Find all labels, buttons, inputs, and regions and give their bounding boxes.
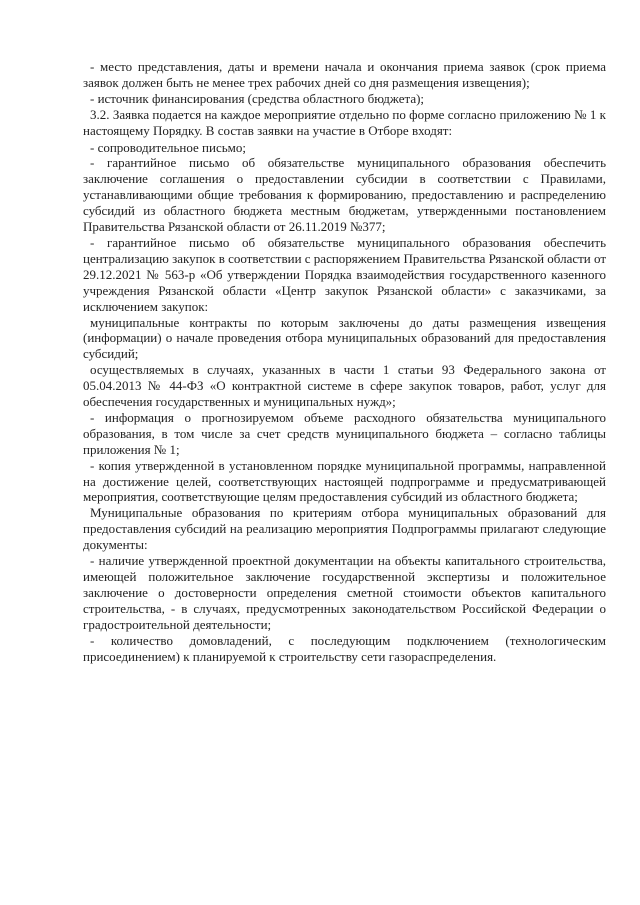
paragraph-exception-article-93: осуществляемых в случаях, указанных в части 1 статьи 93 Федерального закона от 05.04.2013 № 44-ФЗ «О контрактной системе в сфере закупок товаров, работ, услуг для обеспечения государственных и муниципальных нужд»; xyxy=(83,362,606,410)
paragraph-guarantee-letter-procurement: - гарантийное письмо об обязательстве муниципального образования обеспечить централизацию закупок в соответствии с распоряжением Правительства Рязанской области от 29.12.2021 № 563-р «Об утверждении Порядка взаимодействия государственного казенного учреждения Рязанской области «Центр закупок Рязанской области» с заказчиками, за исключением закупок: xyxy=(83,234,607,314)
paragraph-expenditure-info: - информация о прогнозируемом объеме расходного обязательства муниципального образования, в том числе за счет средств муниципального бюджета – согласно таблицы приложения № 1; xyxy=(83,409,606,457)
paragraph-program-copy: - копия утвержденной в установленном порядке муниципальной программы, направленной на достижение целей, соответствующих настоящей подпрограмме и предусматривающей мероприятия, соответствующие целям предоставления субсидий из областного бюджета; xyxy=(83,457,606,505)
paragraph-cover-letter: - сопроводительное письмо; xyxy=(90,139,247,155)
paragraph-households-count: - количество домовладений, с последующим подключением (технологическим присоединением) к планируемой к строительству сети газораспределения. xyxy=(83,632,606,664)
paragraph-guarantee-letter-subsidy: - гарантийное письмо об обязательстве муниципального образования обеспечить заключение соглашения о предоставлении субсидии в соответствии с Правилами, устанавливающими общие требования к формированию, предоставлению и распределению субсидий из областного бюджета местным бюджетам, утвержденными постановлением Правительства Рязанской области от 26.11.2019 №377; xyxy=(83,155,606,235)
paragraph-exception-contracts: муниципальные контракты по которым заключены до даты размещения извещения (информации) о начале проведения отбора муниципальных образований для предоставления субсидий; xyxy=(83,314,606,362)
paragraph-submission-place: - место представления, даты и времени начала и окончания приема заявок (срок приема заявок должен быть не менее трех рабочих дней со дня размещения извещения); xyxy=(83,59,606,90)
paragraph-project-documentation: - наличие утвержденной проектной документации на объекты капитального строительства, имеющей положительное заключение государственной экспертизы и положительное заключение о достоверности определения сметной стоимости объектов капитального строительства, - в случаях, предусмотренных законодательством Российской Федерации о градостроительной деятельности; xyxy=(83,553,606,632)
paragraph-3-2-application: 3.2. Заявка подается на каждое мероприятие отдельно по форме согласно приложению № 1 к настоящему Порядку. В состав заявки на участие в Отборе входят: xyxy=(83,106,606,138)
paragraph-selection-criteria: Муниципальные образования по критериям отбора муниципальных образований для предоставления субсидий на реализацию мероприятия Подпрограммы прилагают следующие документы: xyxy=(83,505,606,553)
paragraph-funding-source: - источник финансирования (средства областного бюджета); xyxy=(90,90,425,106)
